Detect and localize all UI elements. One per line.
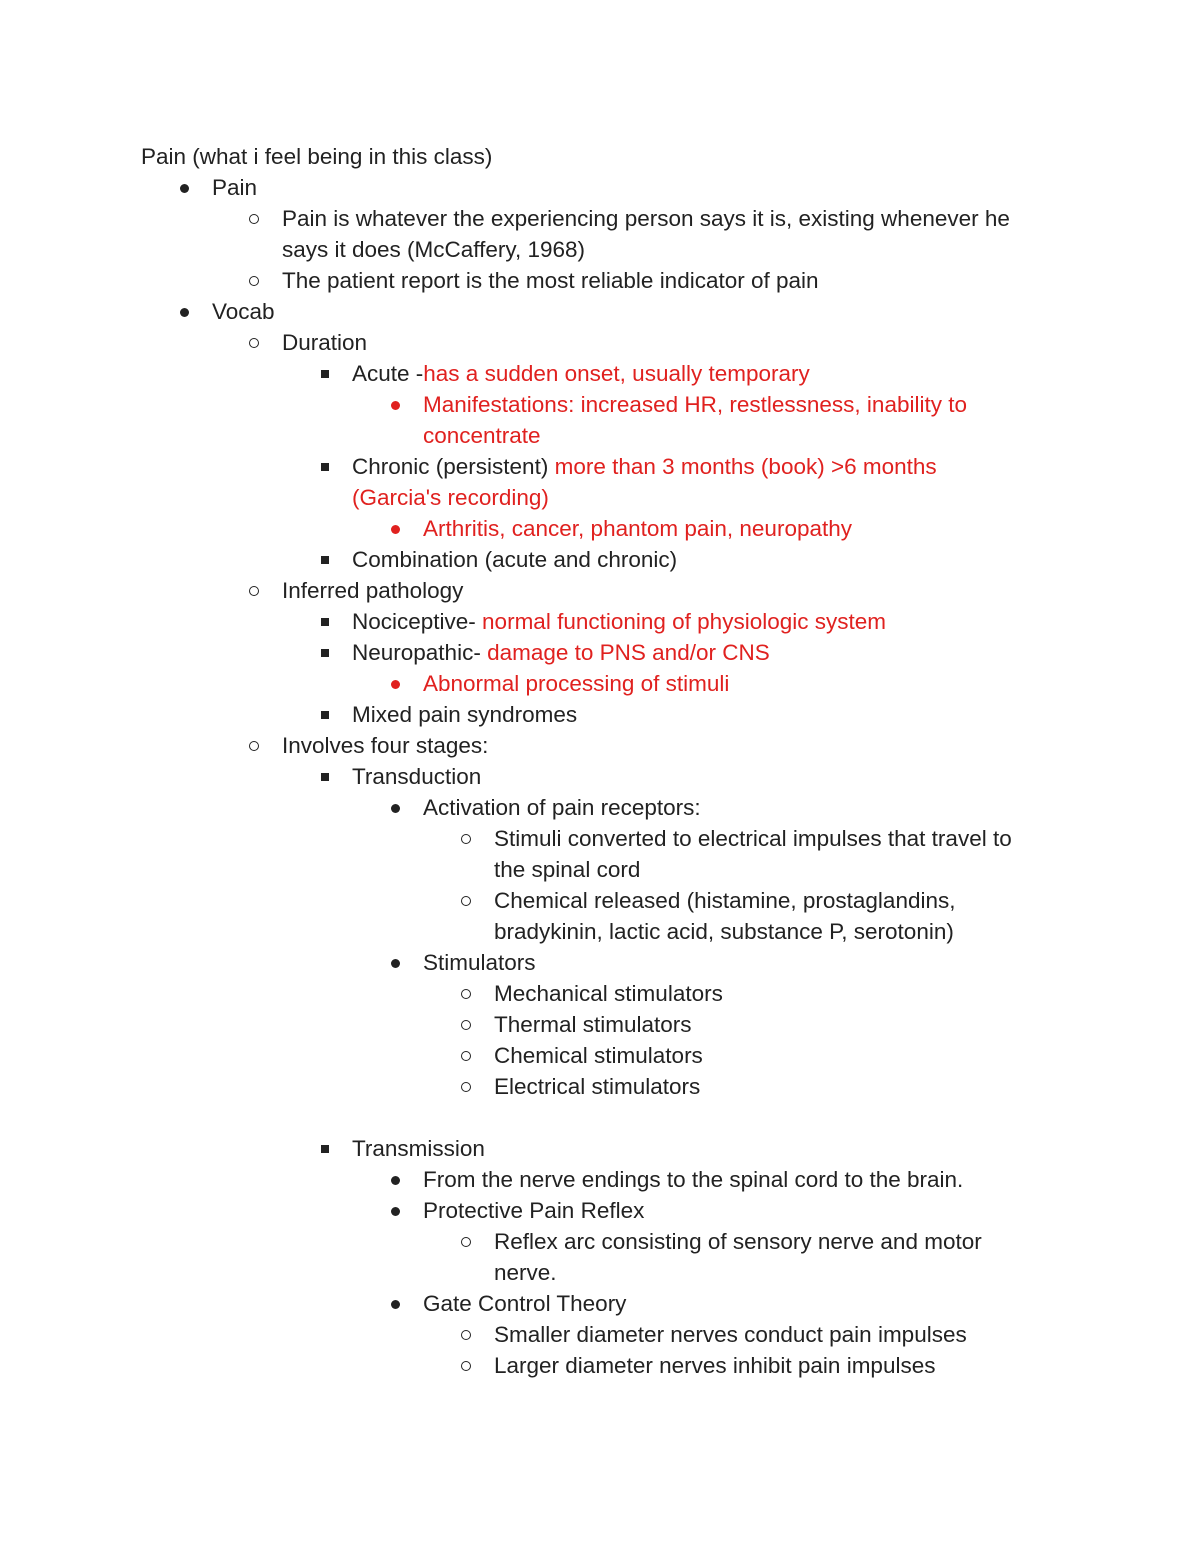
list-item-text (423, 420, 541, 451)
list-item-label: Vocab (212, 299, 275, 324)
blank-line (0, 1102, 1200, 1133)
list-item-text (352, 637, 770, 668)
list-item (0, 1257, 1200, 1288)
list-item (0, 854, 1200, 885)
circle-bullet-icon (245, 327, 265, 358)
list-item-text (423, 947, 536, 978)
list-item-text (352, 606, 886, 637)
list-item-text (352, 358, 810, 389)
list-item (0, 947, 1200, 978)
list-item-text (423, 1164, 963, 1195)
list-item-text (282, 730, 488, 761)
list-item-text (282, 234, 585, 265)
highlighted-note: has a sudden onset, usually temporary (423, 361, 810, 386)
list-item-label: Stimulators (423, 950, 536, 975)
list-item-label: nerve. (494, 1260, 557, 1285)
list-item (0, 1195, 1200, 1226)
list-item-label: Protective Pain Reflex (423, 1198, 645, 1223)
list-item-text (282, 575, 463, 606)
disc-bullet-icon (386, 792, 406, 823)
list-item (0, 668, 1200, 699)
list-item-text (494, 1040, 703, 1071)
square-bullet-icon (316, 544, 336, 575)
list-item (0, 1226, 1200, 1257)
square-bullet-icon (316, 761, 336, 792)
list-item-label: Larger diameter nerves inhibit pain impulses (494, 1353, 936, 1378)
list-item-label: Inferred pathology (282, 578, 464, 603)
square-bullet-icon (316, 1133, 336, 1164)
list-item (0, 575, 1200, 606)
list-item (0, 885, 1200, 916)
highlighted-note: Arthritis, cancer, phantom pain, neuropathy (423, 516, 852, 541)
circle-bullet-icon (457, 1071, 477, 1102)
list-item-label: Nociceptive- (352, 609, 483, 634)
list-item-text (423, 668, 729, 699)
list-item-label: Activation of pain receptors: (423, 795, 701, 820)
highlighted-note: Abnormal processing of stimuli (423, 671, 730, 696)
list-item (0, 1319, 1200, 1350)
highlighted-note: concentrate (423, 423, 541, 448)
list-item-text (494, 978, 723, 1009)
highlighted-note: more than 3 months (book) >6 months (554, 454, 937, 479)
list-item-text (494, 1319, 967, 1350)
disc-bullet-icon (386, 947, 406, 978)
list-item (0, 203, 1200, 234)
circle-bullet-icon (245, 575, 265, 606)
list-item (0, 358, 1200, 389)
list-item (0, 1350, 1200, 1381)
list-item-text (494, 1257, 557, 1288)
list-item (0, 1133, 1200, 1164)
list-item-text (282, 265, 819, 296)
square-bullet-icon (316, 637, 336, 668)
list-item-text (494, 885, 955, 916)
list-item-label: Chemical released (histamine, prostaglandins, (494, 888, 956, 913)
square-bullet-icon (316, 451, 336, 482)
list-item-label: says it does (McCaffery, 1968) (282, 237, 586, 262)
bullet-list (0, 172, 1200, 1381)
list-item (0, 792, 1200, 823)
list-item (0, 265, 1200, 296)
circle-bullet-icon (245, 730, 265, 761)
list-item-label: Transmission (352, 1136, 485, 1161)
red-disc-bullet-icon (386, 389, 406, 420)
disc-bullet-icon (175, 172, 195, 203)
list-item (0, 389, 1200, 420)
list-item (0, 544, 1200, 575)
list-item-label: Pain is whatever the experiencing person says it is, existing whenever he (282, 206, 1010, 231)
list-item (0, 699, 1200, 730)
list-item-label: Mechanical stimulators (494, 981, 723, 1006)
highlighted-note: Manifestations: increased HR, restlessness, inability to (423, 392, 967, 417)
list-item-text (352, 1133, 485, 1164)
disc-bullet-icon (386, 1288, 406, 1319)
list-item-label: Combination (acute and chronic) (352, 547, 678, 572)
list-item (0, 823, 1200, 854)
list-item-label: Electrical stimulators (494, 1074, 701, 1099)
list-item (0, 916, 1200, 947)
list-item-text (423, 389, 967, 420)
list-item (0, 451, 1200, 482)
list-item-label: Smaller diameter nerves conduct pain impulses (494, 1322, 967, 1347)
list-item-text (352, 451, 937, 482)
list-item (0, 1164, 1200, 1195)
list-item-label: the spinal cord (494, 857, 641, 882)
list-item (0, 172, 1200, 203)
disc-bullet-icon (175, 296, 195, 327)
list-item (0, 513, 1200, 544)
circle-bullet-icon (457, 885, 477, 916)
list-item-text (212, 296, 275, 327)
circle-bullet-icon (457, 1319, 477, 1350)
list-item (0, 1040, 1200, 1071)
list-item-label: Acute - (352, 361, 424, 386)
list-item-text (423, 1195, 644, 1226)
list-item-label: Stimuli converted to electrical impulses that travel to (494, 826, 1012, 851)
highlighted-note: damage to PNS and/or CNS (487, 640, 770, 665)
red-disc-bullet-icon (386, 668, 406, 699)
list-item (0, 1288, 1200, 1319)
list-item (0, 637, 1200, 668)
list-item-label: The patient report is the most reliable indicator of pain (282, 268, 819, 293)
list-item-label: Gate Control Theory (423, 1291, 627, 1316)
list-item-text (494, 1226, 982, 1257)
circle-bullet-icon (245, 265, 265, 296)
circle-bullet-icon (457, 823, 477, 854)
list-item-text (423, 792, 701, 823)
list-item-text (423, 513, 852, 544)
circle-bullet-icon (457, 1009, 477, 1040)
square-bullet-icon (316, 606, 336, 637)
circle-bullet-icon (245, 203, 265, 234)
circle-bullet-icon (457, 1226, 477, 1257)
disc-bullet-icon (386, 1164, 406, 1195)
list-item-label: Involves four stages: (282, 733, 489, 758)
list-item-text (494, 1009, 692, 1040)
list-item (0, 234, 1200, 265)
list-item (0, 606, 1200, 637)
list-item-text (494, 1071, 700, 1102)
list-item-text (352, 761, 481, 792)
square-bullet-icon (316, 358, 336, 389)
list-item-text (352, 544, 677, 575)
list-item (0, 978, 1200, 1009)
red-disc-bullet-icon (386, 513, 406, 544)
list-item-label: Chemical stimulators (494, 1043, 703, 1068)
list-item (0, 761, 1200, 792)
list-item-text (212, 172, 257, 203)
list-item-label: Reflex arc consisting of sensory nerve and motor (494, 1229, 982, 1254)
list-item (0, 730, 1200, 761)
disc-bullet-icon (386, 1195, 406, 1226)
list-item-label: Neuropathic- (352, 640, 488, 665)
list-item-label: Chronic (persistent) (352, 454, 555, 479)
highlighted-note: (Garcia's recording) (352, 485, 549, 510)
list-item (0, 327, 1200, 358)
list-item-label: bradykinin, lactic acid, substance P, serotonin) (494, 919, 954, 944)
list-item-text (494, 1350, 935, 1381)
list-item (0, 420, 1200, 451)
circle-bullet-icon (457, 1350, 477, 1381)
list-item (0, 1009, 1200, 1040)
circle-bullet-icon (457, 978, 477, 1009)
list-item-text (423, 1288, 626, 1319)
page-title: Pain (what i feel being in this class) (141, 144, 493, 169)
list-item (0, 482, 1200, 513)
list-item-label: Duration (282, 330, 368, 355)
list-item-label: Thermal stimulators (494, 1012, 692, 1037)
circle-bullet-icon (457, 1040, 477, 1071)
square-bullet-icon (316, 699, 336, 730)
list-item (0, 296, 1200, 327)
list-item-text (282, 327, 367, 358)
list-item-label: Transduction (352, 764, 482, 789)
list-item-text (494, 854, 640, 885)
list-item-label: From the nerve endings to the spinal cord to the brain. (423, 1167, 964, 1192)
highlighted-note: normal functioning of physiologic system (482, 609, 886, 634)
list-item-text (494, 823, 1012, 854)
list-item-text (494, 916, 954, 947)
list-item-text (282, 203, 1010, 234)
list-item-label: Mixed pain syndromes (352, 702, 578, 727)
list-item (0, 1071, 1200, 1102)
list-item-text (352, 699, 577, 730)
list-item-text (352, 482, 549, 513)
list-item-label: Pain (212, 175, 258, 200)
